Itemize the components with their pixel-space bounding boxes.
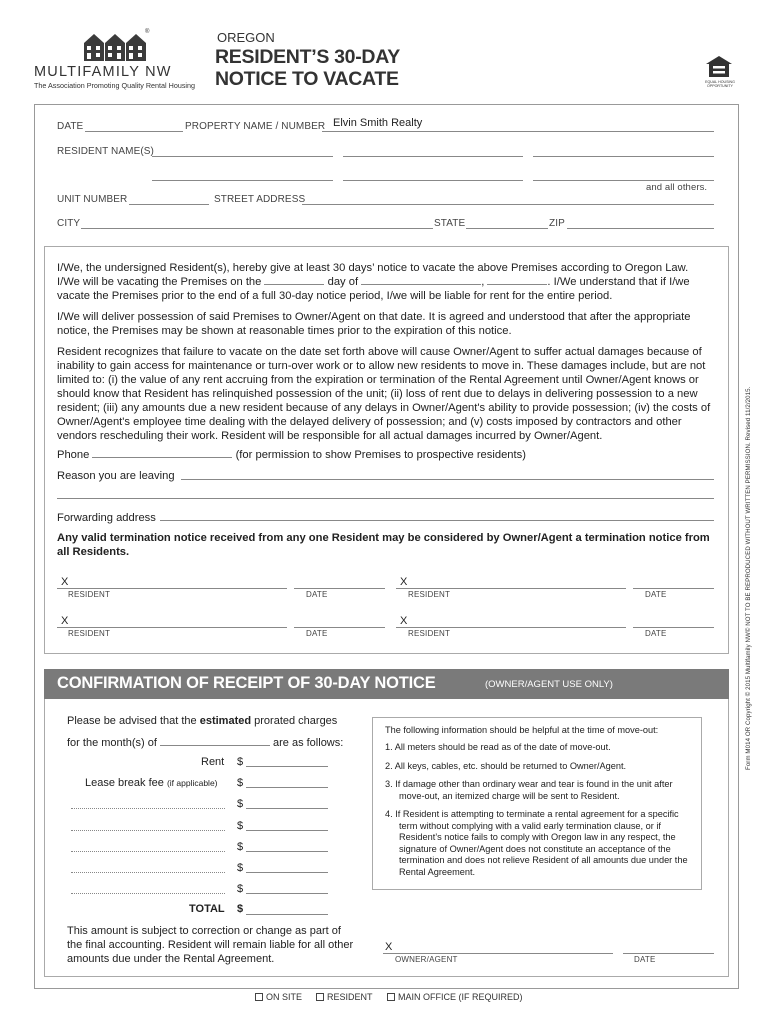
info-item: 3. If damage other than ordinary wear and tear is found in the unit after move-out, an itemized charge will be sent to Resident.	[385, 779, 673, 801]
checkbox-icon[interactable]	[387, 993, 395, 1001]
notice-text-line2	[57, 275, 715, 289]
owner-agent-signature-field[interactable]	[383, 953, 613, 954]
if-applicable-label: (if applicable)	[166, 778, 218, 788]
phone-label: Phone	[57, 449, 90, 461]
date-sig-label: DATE	[306, 629, 328, 638]
phone-row	[57, 448, 715, 462]
months-row	[67, 736, 343, 749]
dollar-sign: $	[237, 756, 244, 768]
signature-x: X	[400, 615, 408, 627]
resident-date-field-4[interactable]	[633, 627, 714, 628]
resident-name-field-1[interactable]	[152, 156, 333, 157]
advised-text	[67, 715, 337, 727]
registered-mark: ®	[145, 29, 150, 35]
resident-copy-checkbox[interactable]	[316, 992, 373, 1002]
reason-field-1[interactable]	[181, 479, 714, 480]
dollar-sign: $	[237, 820, 244, 832]
advised-text-a: Please be advised that the	[67, 715, 197, 727]
resident-names-label: RESIDENT NAME(S)	[57, 146, 154, 157]
brand-name: MULTIFAMILY NW	[34, 64, 172, 80]
property-value[interactable]: Elvin Smith Realty	[333, 117, 423, 129]
resident-signature-field-1[interactable]	[57, 588, 287, 589]
months-label: for the month(s) of	[67, 737, 157, 749]
total-amount-field[interactable]	[246, 914, 328, 915]
vacating-text: I/We will be vacating the Premises on the	[57, 276, 262, 288]
charge-amount-field-3[interactable]	[246, 851, 328, 852]
total-label: TOTAL	[189, 903, 225, 915]
termination-notice: Any valid termination notice received from any one Resident may be considered by Owner/Agent a termination notice from all Residents.	[57, 532, 710, 558]
state-field-label: STATE	[434, 218, 466, 229]
charge-desc-field-3[interactable]	[71, 851, 225, 852]
main-office-label: MAIN OFFICE (IF REQUIRED)	[398, 992, 523, 1002]
info-item: 1. All meters should be read as of the date of move-out.	[385, 742, 611, 752]
rent-label: Rent	[201, 756, 225, 768]
form-title-line2: NOTICE TO VACATE	[215, 68, 399, 90]
understand-text: . I/We understand that if I/we	[547, 276, 690, 288]
owner-date-label: DATE	[634, 955, 656, 964]
resident-name-field-4[interactable]	[152, 180, 333, 181]
charge-amount-field-2[interactable]	[246, 830, 328, 831]
phone-note: (for permission to show Premises to prospective residents)	[235, 449, 526, 461]
resident-signature-field-4[interactable]	[396, 627, 626, 628]
resident-label: RESIDENT	[68, 629, 111, 638]
dollar-sign: $	[237, 841, 244, 853]
zip-label: ZIP	[549, 218, 565, 229]
resident-name-field-2[interactable]	[343, 156, 523, 157]
advised-text-estimated: estimated	[199, 715, 252, 727]
subject-to-correction-note: This amount is subject to correction or change as part of the final accounting. Resident will remain liable for all other amounts due under the Rental Agreement.	[67, 925, 354, 965]
copyright-side-text: Form M014 OR Copyright © 2015 Multifamily NW© NOT TO BE REPRODUCED WITHOUT WRITTEN PERMISSION. Revised 11/2/2015.	[745, 386, 752, 770]
owner-agent-date-field[interactable]	[623, 953, 714, 954]
resident-name-field-6[interactable]	[533, 180, 714, 181]
notice-text-line1: I/We, the undersigned Resident(s), hereby give at least 30 days’ notice to vacate the above Premises according to Oregon Law.	[57, 262, 689, 274]
dollar-sign: $	[237, 903, 244, 915]
signature-x: X	[61, 615, 69, 627]
resident-label: RESIDENT	[68, 590, 111, 599]
phone-field[interactable]	[92, 448, 232, 458]
dollar-sign: $	[237, 777, 244, 789]
resident-signature-field-3[interactable]	[57, 627, 287, 628]
owner-agent-label: OWNER/AGENT	[395, 955, 458, 964]
vacate-year-blank[interactable]	[487, 275, 547, 285]
resident-date-field-2[interactable]	[633, 588, 714, 589]
city-label: CITY	[57, 218, 81, 229]
resident-signature-field-2[interactable]	[396, 588, 626, 589]
date-field[interactable]	[85, 131, 183, 132]
resident-name-field-5[interactable]	[343, 180, 523, 181]
on-site-label: ON SITE	[266, 992, 303, 1002]
owner-agent-only-label: (OWNER/AGENT USE ONLY)	[485, 679, 613, 690]
buildings-icon	[82, 31, 150, 63]
notice-text-line3: vacate the Premises prior to the end of a full 30-day notice period, I/we will be liable for rent for the entire period.	[57, 290, 613, 302]
street-address-field[interactable]	[302, 204, 714, 205]
checkbox-icon[interactable]	[255, 993, 263, 1001]
equal-housing-label: EQUAL HOUSING OPPORTUNITY	[705, 80, 735, 88]
checkbox-icon[interactable]	[316, 993, 324, 1001]
resident-date-field-1[interactable]	[294, 588, 385, 589]
dollar-sign: $	[237, 798, 244, 810]
vacate-month-blank[interactable]	[361, 275, 481, 285]
as-follows-label: are as follows:	[273, 737, 344, 749]
charge-desc-field-4[interactable]	[71, 872, 225, 873]
charge-amount-field-4[interactable]	[246, 872, 328, 873]
charge-amount-field-5[interactable]	[246, 893, 328, 894]
confirmation-title: CONFIRMATION OF RECEIPT OF 30-DAY NOTICE	[57, 674, 436, 692]
info-title: The following information should be helpful at the time of move-out:	[385, 725, 659, 735]
signature-x: X	[400, 576, 408, 588]
charge-amount-field-1[interactable]	[246, 808, 328, 809]
resident-name-field-3[interactable]	[533, 156, 714, 157]
dollar-sign: $	[237, 862, 244, 874]
city-field[interactable]	[81, 228, 433, 229]
multifamily-logo	[82, 31, 150, 63]
property-field[interactable]	[322, 131, 714, 132]
state-label: OREGON	[217, 30, 275, 45]
property-label: PROPERTY NAME / NUMBER	[185, 121, 326, 132]
date-sig-label: DATE	[645, 590, 667, 599]
date-sig-label: DATE	[645, 629, 667, 638]
state-field[interactable]	[466, 228, 548, 229]
info-item: 2. All keys, cables, etc. should be returned to Owner/Agent.	[385, 760, 627, 771]
lease-break-label: Lease break fee	[85, 777, 164, 789]
forwarding-label: Forwarding address	[57, 512, 156, 524]
zip-field[interactable]	[567, 228, 714, 229]
forwarding-address-field[interactable]	[160, 520, 714, 521]
possession-paragraph: I/We will deliver possession of said Premises to Owner/Agent on that date. It is agreed and understood that after the appropriate notice, the Premises may be shown at reasonable times prior to the expiration of this notice.	[57, 311, 691, 337]
and-all-others: and all others.	[646, 182, 708, 193]
main-office-checkbox[interactable]	[387, 992, 523, 1002]
charge-desc-field-2[interactable]	[71, 830, 225, 831]
resident-label: RESIDENT	[408, 629, 451, 638]
form-title-line1: RESIDENT’S 30-DAY	[215, 46, 400, 68]
signature-x: X	[61, 576, 69, 588]
resident-copy-label: RESIDENT	[327, 992, 373, 1002]
lease-break-row	[85, 777, 218, 789]
street-address-label: STREET ADDRESS	[214, 194, 306, 205]
brand-tagline: The Association Promoting Quality Rental Housing	[34, 81, 196, 90]
info-item: 4. If Resident is attempting to terminate a rental agreement for a specific term without complying with a valid early termination clause, or if Resident’s notice fails to comply with Oregon law in any respect, the signature of Owner/Agent does not constitute an acceptance of the termination and does not relieve Resident of all amounts due under the Rental Agreement.	[385, 809, 688, 877]
date-sig-label: DATE	[306, 590, 328, 599]
months-field[interactable]	[160, 736, 270, 746]
charge-desc-field-1[interactable]	[71, 808, 225, 809]
comma-text: ,	[481, 276, 485, 288]
rent-amount-field[interactable]	[246, 766, 328, 767]
day-of-text: day of	[327, 276, 359, 288]
reason-field-2[interactable]	[57, 498, 714, 499]
resident-label: RESIDENT	[408, 590, 451, 599]
vacate-day-blank[interactable]	[264, 275, 324, 285]
damages-paragraph: Resident recognizes that failure to vacate on the date set forth above will cause Owner/Agent to suffer actual damages because of inability to gain access for maintenance or turn-over work or to allow new residents to move in. These damages include, but are not limited to: (i) the value of any rent accruing from the expiration or termination of the Rental Agreement until Owner/Agent knows or should know that Resident has relinquished possession of the unit; (ii) loss of rent due to delays in delivering possession to a new resident; (iii) any amounts due a new resident because of any delays in Owner/Agent's ability to provide possession; (iv) the costs of Owner/Agent's employee time dealing with the delayed delivery of possession; and (v) costs imposed by contractors and other vendors rescheduling their work. Resident will be responsible for all actual damages incurred by Owner/Agent.	[57, 346, 711, 442]
equal-housing-icon	[705, 55, 733, 79]
lease-break-amount-field[interactable]	[246, 787, 328, 788]
advised-text-c: prorated charges	[254, 715, 338, 727]
unit-number-field[interactable]	[129, 204, 209, 205]
reason-label: Reason you are leaving	[57, 470, 175, 482]
dollar-sign: $	[237, 883, 244, 895]
resident-date-field-3[interactable]	[294, 627, 385, 628]
owner-signature-x: X	[385, 941, 393, 953]
date-label: DATE	[57, 121, 84, 132]
charge-desc-field-5[interactable]	[71, 893, 225, 894]
unit-number-label: UNIT NUMBER	[57, 194, 128, 205]
on-site-checkbox[interactable]	[255, 992, 302, 1002]
move-out-info-box	[372, 717, 702, 890]
